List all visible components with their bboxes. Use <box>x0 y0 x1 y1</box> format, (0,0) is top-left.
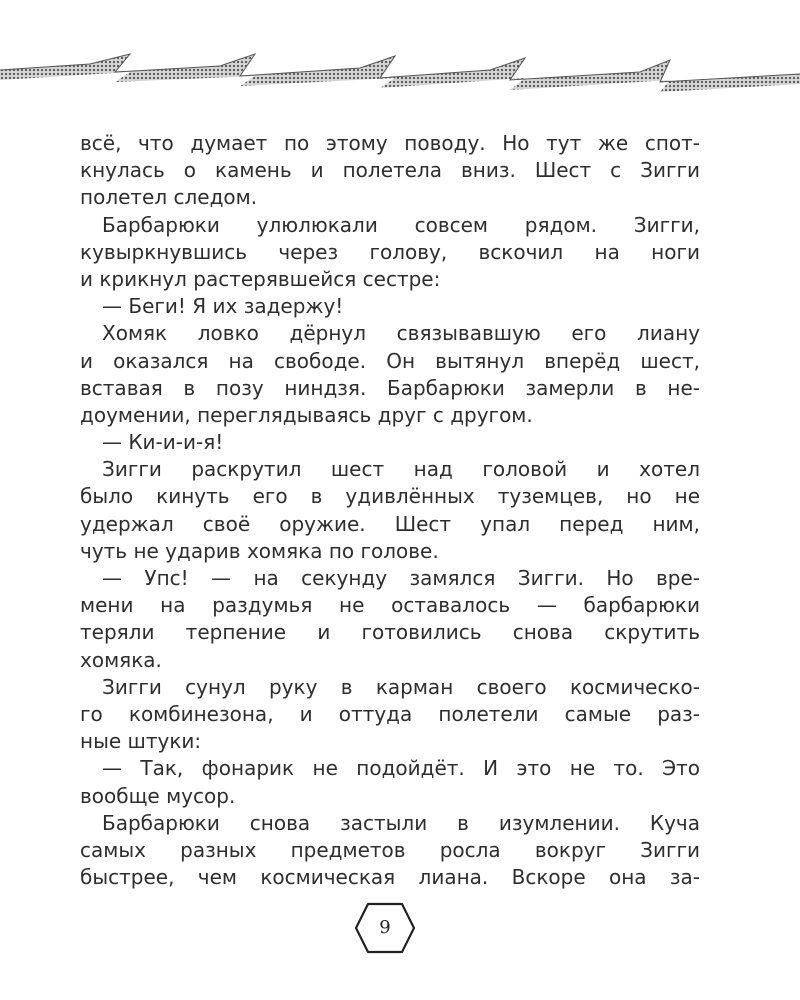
text-line: чуть не ударив хомяка по голове. <box>80 538 439 563</box>
text-line: самых разных предметов росла вокруг Зигги <box>80 837 700 862</box>
text-line: — Упс! — на секунду замялся Зигги. Но вре- <box>102 566 700 590</box>
text-line: вставая в позу ниндзя. Барбарюки замерли в не- <box>80 375 700 400</box>
text-line: Хомяк ловко дёрнул связывавшую его лиану <box>102 321 700 346</box>
text-line: и оказался на свободе. Он вытянул вперёд шест, <box>80 348 700 373</box>
page-number-badge <box>354 902 416 954</box>
text-line: доумении, переглядываясь друг с другом. <box>80 402 533 427</box>
text-line: кнулась о камень и полетела вниз. Шест с Зигги <box>80 158 700 183</box>
text-line: хомяка. <box>80 647 162 672</box>
text-line: быстрее, чем космическая лиана. Вскоре она за- <box>80 865 700 890</box>
text-line: кувыркнувшись через голову, вскочил на ноги <box>80 239 700 264</box>
text-line: Зигги сунул руку в карман своего космическо- <box>102 674 700 699</box>
text-line: мени на раздумья не оставалось — барбарюки <box>80 593 700 618</box>
text-line: — Так, фонарик не подойдёт. И это не то. Это <box>102 756 700 781</box>
text-line: — Беги! Я их задержу! <box>102 294 344 319</box>
text-line: ные штуки: <box>80 729 202 754</box>
text-line: го комбинезона, и оттуда полетели самые раз- <box>80 701 700 726</box>
text-line: — Ки-и-и-я! <box>102 430 224 455</box>
page-number: 9 <box>379 917 391 938</box>
text-line: было кинуть его в удивлённых туземцев, но не <box>80 484 700 509</box>
text-line: удержал своё оружие. Шест упал перед ним, <box>80 511 700 536</box>
text-line: и крикнул растерявшейся сестре: <box>80 266 441 291</box>
text-line: всё, что думает по этому поводу. Но тут же спот- <box>80 131 700 155</box>
text-line: Барбарюки снова застыли в изумлении. Куча <box>102 810 700 835</box>
text-line: полетел следом. <box>80 185 258 210</box>
halftone-zigzag-band-icon <box>0 48 800 98</box>
text-line: теряли терпение и готовились снова скрутить <box>80 620 700 645</box>
text-line: Зигги раскрутил шест над головой и хотел <box>102 457 700 482</box>
text-line: Барбарюки улюлюкали совсем рядом. Зигги, <box>102 212 700 237</box>
text-line: вообще мусор. <box>80 783 236 808</box>
body-text <box>80 130 700 891</box>
